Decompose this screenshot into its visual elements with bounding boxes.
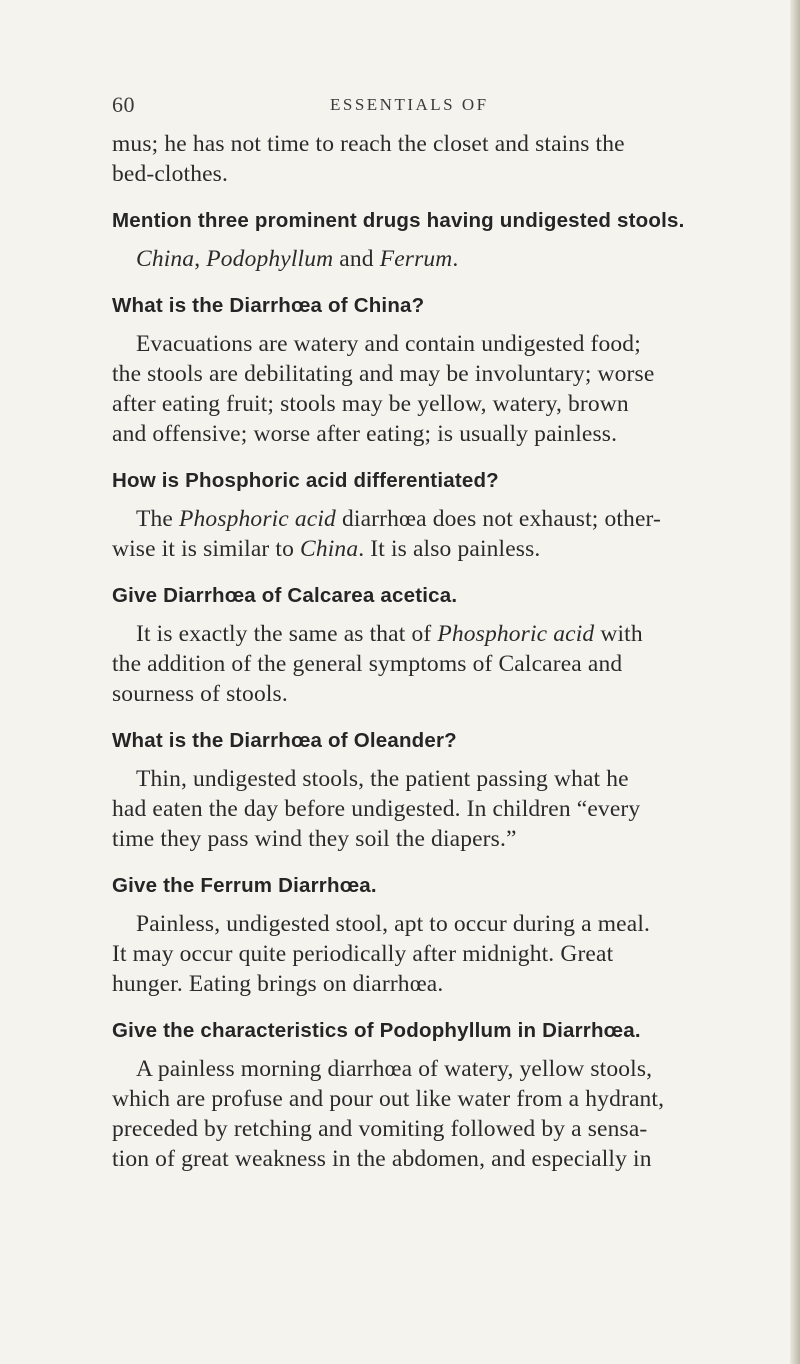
question-text: Mention three prominent drugs having undigested stools. xyxy=(112,209,685,232)
text-line: mus; he has not time to reach the closet and stains the xyxy=(112,131,625,157)
question-text: Give the characteristics of Podophyllum in Diarrhœa. xyxy=(112,1019,641,1042)
question xyxy=(112,466,797,496)
text-fragment: . xyxy=(452,246,459,272)
answer-line: time they pass wind they soil the diapers.” xyxy=(112,826,517,852)
question xyxy=(112,1016,797,1046)
answer-line: Painless, undigested stool, apt to occur during a meal. xyxy=(136,911,651,937)
answer-line xyxy=(112,534,797,564)
answer-line: preceded by retching and vomiting followed by a sensa- xyxy=(112,1116,648,1142)
drug-name: China xyxy=(136,246,195,272)
drug-name: Phosphoric acid xyxy=(437,621,595,647)
text-fragment: diarrhœa does not exhaust; other- xyxy=(335,506,662,532)
answer xyxy=(112,1054,797,1174)
text-fragment: . It is also painless. xyxy=(358,536,541,562)
question-text: What is the Diarrhœa of China? xyxy=(112,294,425,317)
drug-name: Ferrum xyxy=(379,246,453,272)
question xyxy=(112,871,797,901)
answer-line: after eating fruit; stools may be yellow, watery, brown xyxy=(112,391,629,417)
answer xyxy=(112,619,797,709)
answer xyxy=(112,244,797,274)
answer-line: the addition of the general symptoms of Calcarea and xyxy=(112,651,623,677)
answer-line: A painless morning diarrhœa of watery, yellow stools, xyxy=(136,1056,653,1082)
text-fragment: , xyxy=(194,246,207,272)
answer xyxy=(112,909,797,999)
question-text: Give Diarrhœa of Calcarea acetica. xyxy=(112,584,458,607)
question-text: How is Phosphoric acid differentiated? xyxy=(112,469,499,492)
text-fragment: with xyxy=(594,621,643,647)
answer-line xyxy=(112,504,797,534)
text-fragment: The xyxy=(136,506,180,532)
answer xyxy=(112,504,797,564)
text-fragment: and xyxy=(333,246,380,272)
answer xyxy=(112,329,797,449)
question xyxy=(112,291,797,321)
drug-name: China xyxy=(300,536,359,562)
answer-line: Thin, undigested stools, the patient passing what he xyxy=(136,766,629,792)
answer xyxy=(112,764,797,854)
answer-line xyxy=(112,244,797,274)
drug-name: Podophyllum xyxy=(206,246,334,272)
answer-line: the stools are debilitating and may be involuntary; worse xyxy=(112,361,655,387)
answer-line xyxy=(112,619,797,649)
answer-line: It may occur quite periodically after midnight. Great xyxy=(112,941,614,967)
answer-line: hunger. Eating brings on diarrhœa. xyxy=(112,971,444,997)
question-text: What is the Diarrhœa of Oleander? xyxy=(112,729,457,752)
question xyxy=(112,726,797,756)
question xyxy=(112,581,797,611)
text-fragment: It is exactly the same as that of xyxy=(136,621,438,647)
answer-line: which are profuse and pour out like water from a hydrant, xyxy=(112,1086,665,1112)
page-header xyxy=(112,92,792,120)
intro-paragraph xyxy=(112,129,797,189)
page-number: 60 xyxy=(112,92,135,117)
answer-line: sourness of stools. xyxy=(112,681,288,707)
running-head: ESSENTIALS OF xyxy=(330,95,489,114)
question xyxy=(112,206,797,236)
answer-line: Evacuations are watery and contain undigested food; xyxy=(136,331,641,357)
answer-line: tion of great weakness in the abdomen, and especially in xyxy=(112,1146,652,1172)
answer-line: had eaten the day before undigested. In children “every xyxy=(112,796,641,822)
answer-line: and offensive; worse after eating; is usually painless. xyxy=(112,421,618,447)
page-body xyxy=(112,129,797,1174)
text-line: bed-clothes. xyxy=(112,161,228,187)
question-text: Give the Ferrum Diarrhœa. xyxy=(112,874,377,897)
drug-name: Phosphoric acid xyxy=(179,506,336,532)
text-fragment: wise it is similar to xyxy=(112,536,301,562)
